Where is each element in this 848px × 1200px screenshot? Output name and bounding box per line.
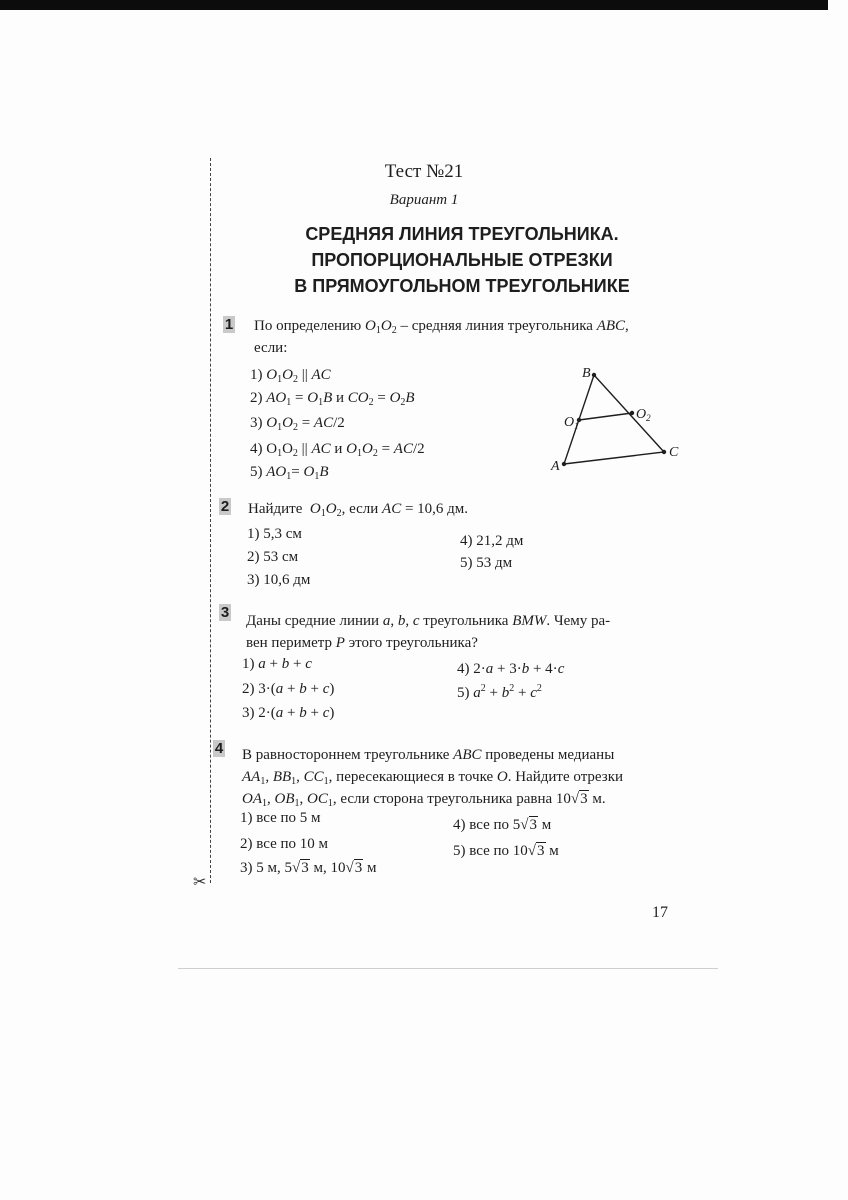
heading-line: СРЕДНЯЯ ЛИНИЯ ТРЕУГОЛЬНИКА. [305, 224, 619, 244]
label-a: A [551, 459, 560, 474]
point-c [662, 450, 666, 454]
answer-option: 3) $O_1O_2 = AC/2$ [250, 415, 345, 433]
label-o2: $O_2$ [636, 407, 651, 423]
answer-option: 1) $O_1O_2$ || AC [250, 367, 331, 385]
test-title: Тест №21 [384, 161, 464, 182]
question-text: Найдите $O_1O_2$, если AC = 10,6 дм. [248, 501, 469, 519]
page-heading [0, 221, 848, 299]
answer-option: 2) $AO_1 = O_1B$ и $CO_2 = O_2B$ [250, 390, 415, 408]
answer-option: 3) 2·(a + b + c) [242, 705, 335, 721]
answer-option: 3) 10,6 дм [247, 572, 311, 588]
answer-option: 1) все по 5 м [240, 810, 321, 826]
question-number: 3 [220, 604, 230, 621]
point-b [592, 373, 596, 377]
label-o1: $O_1$ [564, 415, 579, 431]
answer-option: 4) 21,2 дм [460, 533, 524, 549]
question-text: По определению $O_1O_2$ – средняя линия треугольника ABC, если: [254, 318, 629, 356]
question-number: 2 [220, 498, 230, 515]
page-number: 17 [652, 904, 668, 921]
point-o2 [630, 411, 634, 415]
answer-option: 5) $AO_1= O_1B$ [250, 464, 329, 482]
question-number: 1 [224, 316, 234, 333]
scissors-icon: ✂ [193, 872, 207, 891]
page-divider [178, 968, 718, 969]
answer-option: 2) 3·(a + b + c) [242, 681, 335, 697]
heading-line: В ПРЯМОУГОЛЬНОМ ТРЕУГОЛЬНИКЕ [294, 276, 630, 296]
question-text: В равностороннем треугольнике ABC проведены медианы $AA_1$, $BB_1$, $CC_1$, пересекающиеся в точке O. Найдите отрезки $OA_1$, $OB_1$, $OC_1$, если сторона треугольника равна 10√3 м. [242, 747, 624, 809]
answer-option: 2) все по 10 м [240, 836, 329, 852]
answer-option: 4) 2·a + 3·b + 4·c [457, 661, 565, 677]
label-b: B [582, 366, 591, 381]
answer-option: 5) все по 10√3 м [453, 843, 559, 859]
question-number: 4 [214, 740, 224, 757]
answer-option: 4) все по 5√3 м [453, 817, 552, 833]
answer-option: 3) 5 м, 5√3 м, 10√3 м [240, 860, 377, 876]
midline-o1o2 [579, 413, 632, 420]
answer-option: 1) 5,3 см [247, 526, 302, 542]
answer-option: 4) $O_1O_2$ || AC и $O_1O_2 = AC/2$ [250, 441, 425, 459]
answer-option: 2) 53 см [247, 549, 299, 565]
answer-option: 5) 53 дм [460, 555, 513, 571]
heading-line: ПРОПОРЦИОНАЛЬНЫЕ ОТРЕЗКИ [311, 250, 613, 270]
triangle-figure [548, 362, 698, 482]
point-a [562, 462, 566, 466]
question-text: Даны средние линии a, b, c треугольника BMW. Чему ра- вен периметр P этого треугольника? [246, 613, 611, 651]
scan-top-edge [0, 0, 848, 10]
answer-option: 5) $a^2 + b^2 + c^2$ [457, 683, 542, 701]
label-c: C [669, 445, 679, 460]
answer-option: 1) a + b + c [242, 656, 312, 672]
variant-label: Вариант 1 [389, 192, 459, 208]
